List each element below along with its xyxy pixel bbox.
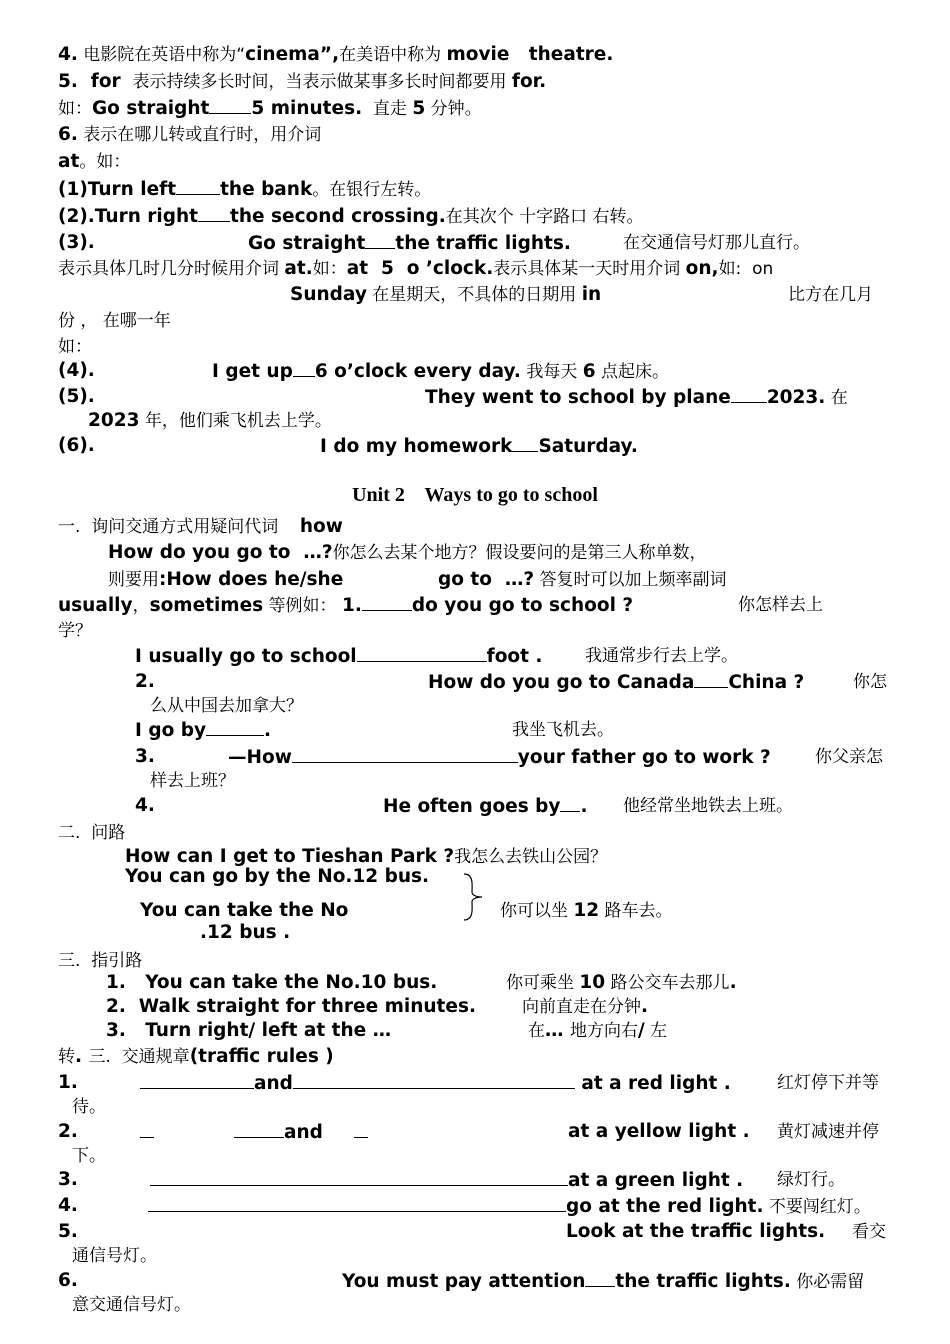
example-5-cn: 2023 年，他们乘飞机去上学。: [88, 410, 332, 431]
bus-12-cn: 你可以坐 12 路车去。: [500, 900, 673, 921]
example-1: (1)Turn left the bank。在银行左转。: [58, 179, 432, 200]
direction-3: 3. Turn right/ left at the …: [106, 1020, 392, 1041]
rule-4: go at the red light. 不要闯红灯。: [148, 1195, 871, 1218]
line-sunday: Sunday 在星期天，不具体的日期用 in: [290, 284, 602, 305]
canada-cn-head: 你怎: [853, 672, 887, 692]
rule-6-num: 6.: [58, 1270, 78, 1291]
usually-foot: I usually go to school foot .: [135, 646, 543, 667]
rule-5-cn: 看交: [852, 1222, 886, 1242]
canada-cn-tail: 么从中国去加拿大？: [150, 696, 303, 716]
subway: He often goes by .: [383, 796, 588, 817]
rule-5-num: 5.: [58, 1221, 78, 1242]
rule-5: Look at the traffic lights.: [566, 1221, 826, 1242]
rule-5-cn-tail: 通信号灯。: [72, 1246, 157, 1266]
rule-2-cn: 黄灯减速并停: [777, 1122, 879, 1142]
line-5-for: 5. for 表示持续多长时间，当表示做某事多长时间都要用 for.: [58, 71, 547, 92]
rule-2-yellow: at a yellow light .: [568, 1121, 750, 1142]
bus-12: .12 bus .: [200, 922, 291, 943]
go-by: I go by .: [135, 720, 272, 741]
line-4-cinema: 4. 电影院在英语中称为“cinema”,在美语中称为 movie theatre.: [58, 44, 614, 65]
line-ru: 如：: [58, 337, 92, 357]
rule-1-cn: 红灯停下并等: [777, 1073, 879, 1093]
section-1-heading: 一. 询问交通方式用疑问代词 how: [58, 516, 343, 537]
xue: 学？: [58, 621, 92, 641]
rule-2-blank-a: [140, 1121, 154, 1144]
frequency-adverbs: usually，sometimes 等例如： 1. do you go to school ?: [58, 595, 634, 616]
how-do-you-go: How do you go to …?你怎么去某个地方？假设要问的是第三人称单数，: [108, 542, 707, 563]
section-3-heading: 三. 指引路: [58, 951, 143, 971]
line-go-straight-minutes: 如：Go straight 5 minutes. 直走 5 分钟。: [58, 98, 482, 119]
q4-num: 4.: [135, 795, 155, 816]
go-to-answer: go to …? 答复时可以加上频率副词: [438, 569, 727, 590]
how-does-he-she: 则要用:How does he/she: [108, 569, 344, 590]
line-at-on: 表示具体几时几分时候用介词 at.如：at 5 o ’clock.表示具体某一天时用介词 on,如: on: [58, 258, 774, 279]
example-6-num: (6).: [58, 435, 95, 456]
rule-6-cn-tail: 意交通信号灯。: [72, 1295, 191, 1315]
rule-3-num: 3.: [58, 1169, 78, 1190]
rule-2: and: [234, 1121, 323, 1144]
rule-3: at a green light .: [150, 1169, 743, 1192]
line-6-turn: 6. 表示在哪儿转或直行时，用介词: [58, 124, 322, 145]
canada-china: How do you go to Canada China ?: [428, 672, 805, 693]
example-5-num: (5).: [58, 386, 95, 407]
q3-num: 3.: [135, 746, 155, 767]
direction-2: 2. Walk straight for three minutes.: [106, 996, 476, 1017]
traffic-rules-heading: 转. 三. 交通规章(traffic rules ): [58, 1046, 334, 1067]
direction-1-cn: 你可乘坐 10 路公交车去那儿.: [506, 972, 737, 993]
rule-6: You must pay attention the traffic lights. 你必需留: [342, 1271, 865, 1292]
example-5: They went to school by plane 2023. 在: [425, 387, 848, 408]
rule-4-num: 4.: [58, 1195, 78, 1216]
go-by-cn: 我坐飞机去。: [512, 720, 614, 740]
rule-2-num: 2.: [58, 1121, 78, 1142]
rule-1-cn-tail: 待。: [72, 1097, 106, 1117]
direction-3-cn: 在… 地方向右/ 左: [528, 1020, 668, 1041]
rule-3-cn: 绿灯行。: [777, 1170, 845, 1190]
rule-2-blank-b: [354, 1121, 368, 1144]
father-cn-head: 你父亲怎: [815, 747, 883, 767]
direction-2-cn: 向前直走在分钟.: [522, 996, 649, 1017]
example-4: I get up 6 o’clock every day. 我每天 6 点起床。: [212, 361, 670, 382]
father-cn-tail: 样去上班？: [150, 771, 235, 791]
example-4-num: (4).: [58, 360, 95, 381]
go-by-bus: You can go by the No.12 bus.: [125, 866, 430, 887]
line-at: at。如：: [58, 151, 131, 172]
father-work: —How your father go to work ?: [228, 747, 771, 768]
brace-icon: [460, 872, 490, 922]
q2-num: 2.: [135, 671, 155, 692]
rule-1: and at a red light .: [140, 1072, 731, 1095]
line-month-year: 份 ， 在哪一年: [58, 311, 171, 331]
subway-cn: 他经常坐地铁去上班。: [623, 796, 793, 816]
example-3: Go straight the traffic lights.: [248, 233, 571, 254]
example-2: (2).Turn right the second crossing.在其次个 十字路口 右转。: [58, 206, 644, 227]
tieshan-park: How can I get to Tieshan Park ?我怎么去铁山公园？: [125, 846, 608, 867]
unit-title: Unit 2 Ways to go to school: [352, 484, 598, 506]
rule-2-cn-tail: 下。: [72, 1146, 106, 1166]
usually-foot-cn: 我通常步行去上学。: [585, 646, 738, 666]
example-6: I do my homework Saturday.: [320, 436, 638, 457]
example-3-num: (3).: [58, 232, 95, 253]
direction-1: 1. You can take the No.10 bus.: [106, 972, 438, 993]
line-sunday-tail: 比方在几月: [788, 285, 873, 305]
rule-1-num: 1.: [58, 1072, 78, 1093]
example-3-cn: 在交通信号灯那儿直行。: [623, 233, 810, 253]
take-the-no: You can take the No: [140, 900, 349, 921]
frequency-tail: 你怎样去上: [738, 595, 823, 615]
section-2-heading: 二. 问路: [58, 823, 126, 843]
